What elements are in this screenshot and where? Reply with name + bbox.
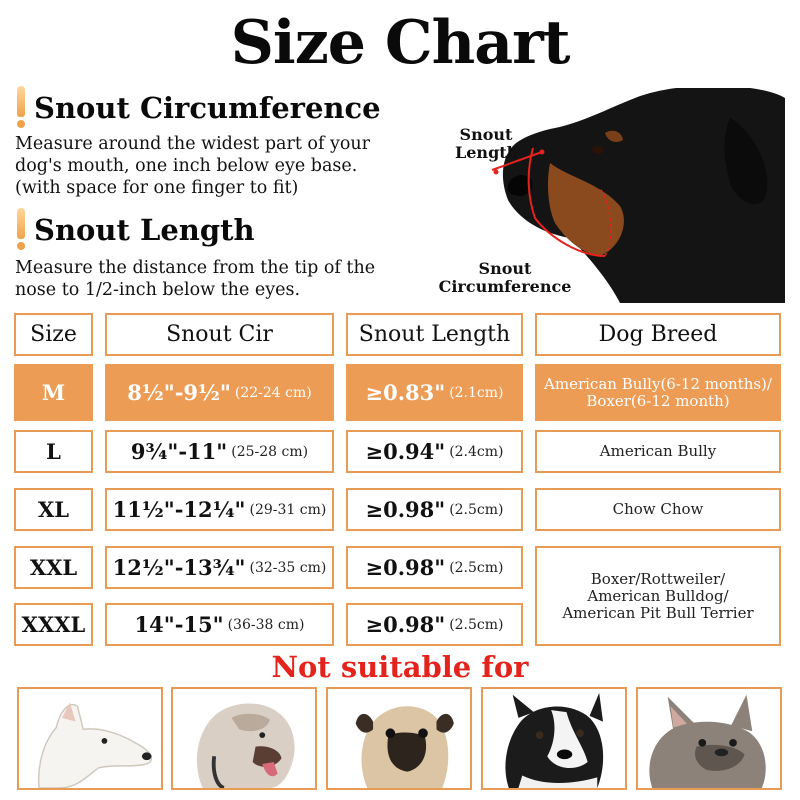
snout-circumference-description	[15, 133, 370, 199]
len-cm: (2.4cm)	[449, 443, 504, 460]
snout-circumference-heading-row	[14, 86, 381, 130]
header-text: Snout Cir	[166, 322, 273, 347]
label-line: Circumference	[438, 277, 572, 296]
size-value: XXL	[29, 555, 78, 580]
header-text: Dog Breed	[598, 322, 718, 347]
len-inches: ≥0.94"	[365, 439, 446, 464]
breed-line: Boxer/Rottweiler/	[590, 569, 726, 588]
size-cell	[14, 430, 93, 473]
breed-cell	[535, 488, 781, 531]
len-inches: ≥0.98"	[365, 612, 446, 637]
label-line: Snout	[478, 259, 532, 278]
size-value: M	[41, 380, 66, 405]
snout-cir-cell	[105, 488, 334, 531]
not-suitable-heading: Not suitable for	[271, 650, 529, 684]
cir-cm: (22-24 cm)	[234, 384, 312, 401]
header-snout-length	[346, 313, 523, 356]
cir-inches: 9¾"-11"	[130, 439, 228, 464]
snout-length-cell	[346, 488, 523, 531]
size-cell	[14, 603, 93, 646]
snout-cir-cell	[105, 430, 334, 473]
cir-inches: 12½"-13¾"	[112, 555, 246, 580]
description-line: Measure around the widest part of your	[15, 134, 371, 154]
header-dog-breed	[535, 313, 781, 356]
snout-length-label	[455, 126, 517, 162]
len-inches: ≥0.98"	[365, 497, 446, 522]
breed-cell-merged	[535, 546, 781, 646]
len-cm: (2.5cm)	[449, 501, 504, 518]
snout-length-cell	[346, 546, 523, 589]
cir-cm: (32-35 cm)	[249, 559, 327, 576]
snout-length-description	[15, 257, 375, 301]
len-cm: (2.5cm)	[449, 559, 504, 576]
snout-length-cell	[346, 603, 523, 646]
snout-length-cell	[346, 430, 523, 473]
description-line: dog's mouth, one inch below eye base.	[15, 156, 358, 176]
snout-length-cell	[346, 364, 523, 421]
len-cm: (2.1cm)	[449, 384, 504, 401]
french-bulldog-photo	[636, 687, 782, 790]
size-value: XXXL	[21, 612, 86, 637]
snout-circumference-label	[432, 260, 578, 296]
snout-length-heading-row	[14, 208, 255, 252]
size-cell	[14, 364, 93, 421]
breed-line: American Bully(6-12 months)/	[544, 374, 772, 393]
boston-terrier-photo	[481, 687, 627, 790]
header-size	[14, 313, 93, 356]
snout-circumference-heading: Snout Circumference	[34, 91, 381, 125]
exclamation-icon	[14, 208, 28, 252]
cir-inches: 8½"-9½"	[127, 380, 231, 405]
header-text: Size	[30, 322, 77, 347]
breed-line: Chow Chow	[612, 500, 704, 518]
cir-cm: (29-31 cm)	[249, 501, 327, 518]
header-text: Snout Length	[358, 322, 511, 347]
snout-cir-cell	[105, 603, 334, 646]
size-value: XL	[37, 497, 70, 522]
size-cell	[14, 488, 93, 531]
breed-cell	[535, 430, 781, 473]
label-line: Length	[455, 143, 519, 162]
breed-cell	[535, 364, 781, 421]
snout-cir-cell	[105, 364, 334, 421]
cir-inches: 11½"-12¼"	[112, 497, 246, 522]
cir-cm: (36-38 cm)	[227, 616, 305, 633]
breed-line: American Bulldog/	[587, 586, 729, 605]
snout-cir-cell	[105, 546, 334, 589]
label-line: Snout	[459, 125, 513, 144]
pug-photo	[326, 687, 472, 790]
len-cm: (2.5cm)	[449, 616, 504, 633]
breed-line: American Bully	[599, 442, 717, 460]
len-inches: ≥0.83"	[365, 380, 446, 405]
header-snout-cir	[105, 313, 334, 356]
description-line: nose to 1/2-inch below the eyes.	[15, 280, 301, 300]
snout-length-heading: Snout Length	[34, 213, 255, 247]
bull-terrier-photo	[17, 687, 163, 790]
cir-inches: 14"-15"	[134, 612, 224, 637]
len-inches: ≥0.98"	[365, 555, 446, 580]
description-line: Measure the distance from the tip of the	[15, 258, 376, 278]
size-value: L	[46, 439, 61, 464]
english-bulldog-photo	[171, 687, 317, 790]
page-title: Size Chart	[230, 8, 570, 78]
exclamation-icon	[14, 86, 28, 130]
cir-cm: (25-28 cm)	[231, 443, 309, 460]
description-line: (with space for one finger to fit)	[15, 178, 299, 198]
breed-line: Boxer(6-12 month)	[586, 391, 730, 410]
size-cell	[14, 546, 93, 589]
breed-line: American Pit Bull Terrier	[562, 603, 754, 622]
